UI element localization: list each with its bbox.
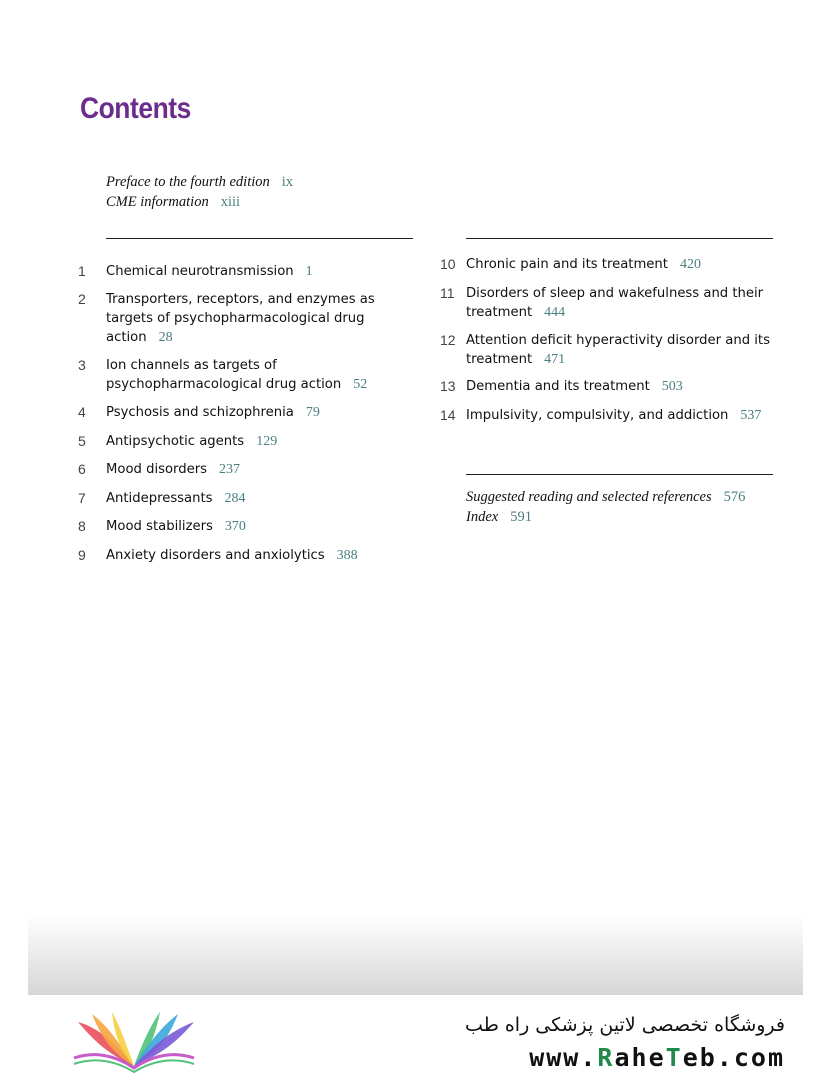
url-part: ahe xyxy=(614,1043,666,1072)
chapter-entry[interactable] xyxy=(78,290,391,347)
chapter-number: 6 xyxy=(78,461,86,477)
chapter-title: Antidepressants 284 xyxy=(106,491,246,506)
back-matter-item[interactable] xyxy=(466,488,745,508)
back-matter-label: Index xyxy=(466,508,499,525)
page-number: 503 xyxy=(661,379,683,394)
page-number: 1 xyxy=(305,264,313,279)
chapter-entry[interactable] xyxy=(78,460,391,479)
page-number: 388 xyxy=(336,548,358,563)
page-number: 28 xyxy=(158,330,173,345)
chapter-number: 9 xyxy=(78,547,86,563)
page-number: 576 xyxy=(723,489,746,505)
page-number: 370 xyxy=(224,519,246,534)
chapter-title: Dementia and its treatment 503 xyxy=(466,379,683,394)
chapter-entry[interactable] xyxy=(78,403,391,422)
url-highlight: R xyxy=(597,1043,615,1072)
url-part: eb.com xyxy=(682,1043,785,1072)
front-matter-item[interactable] xyxy=(106,173,293,193)
chapter-number: 1 xyxy=(78,263,86,279)
chapter-entry[interactable] xyxy=(78,262,391,281)
front-matter-list xyxy=(106,173,293,212)
front-matter-label: Preface to the fourth edition xyxy=(106,174,270,190)
chapter-title: Disorders of sleep and wakefulness and their treatment 444 xyxy=(466,286,764,320)
page-number: 129 xyxy=(256,434,278,449)
page-number: 537 xyxy=(740,408,762,423)
chapter-title: Transporters, receptors, and enzymes as targets of psychopharmacological drug action 28 xyxy=(106,292,375,345)
back-matter-label: Suggested reading and selected references xyxy=(466,489,712,505)
chapter-number: 5 xyxy=(78,433,86,449)
chapter-number: 11 xyxy=(440,285,455,301)
chapter-number: 3 xyxy=(78,357,86,373)
back-matter-rule xyxy=(466,474,773,475)
open-book-logo-icon xyxy=(70,1008,200,1074)
chapter-title: Chronic pain and its treatment 420 xyxy=(466,257,701,272)
chapter-entry[interactable] xyxy=(78,356,391,394)
chapter-title: Chemical neurotransmission 1 xyxy=(106,264,313,279)
chapter-entry[interactable] xyxy=(78,489,391,508)
chapter-entry[interactable] xyxy=(440,377,776,396)
page-number: ix xyxy=(281,174,294,190)
chapter-title: Mood stabilizers 370 xyxy=(106,519,246,534)
page-bottom-shadow xyxy=(28,915,803,995)
chapter-number: 7 xyxy=(78,490,86,506)
chapter-title: Mood disorders 237 xyxy=(106,462,241,477)
back-matter-item[interactable] xyxy=(466,508,745,528)
chapter-number: 8 xyxy=(78,518,86,534)
page-number: xiii xyxy=(220,193,241,210)
chapter-number: 2 xyxy=(78,291,86,307)
page-number: 284 xyxy=(224,491,246,506)
right-column-rule xyxy=(466,238,773,239)
back-matter-list xyxy=(466,488,745,527)
page-number: 79 xyxy=(305,405,320,420)
page-number: 471 xyxy=(544,352,566,367)
chapter-entry[interactable] xyxy=(440,255,776,274)
chapter-title: Ion channels as targets of psychopharmacological drug action 52 xyxy=(106,358,368,392)
chapter-title: Anxiety disorders and anxiolytics 388 xyxy=(106,548,358,563)
site-url[interactable] xyxy=(529,1043,785,1072)
url-part: www. xyxy=(529,1043,598,1072)
chapter-number: 4 xyxy=(78,404,86,420)
page-title: Contents xyxy=(80,92,191,125)
chapter-title: Attention deficit hyperactivity disorder and its treatment 471 xyxy=(466,333,770,367)
chapter-title: Antipsychotic agents 129 xyxy=(106,434,278,449)
page-number: 591 xyxy=(510,508,532,525)
chapter-entry[interactable] xyxy=(78,517,391,536)
page-number: 420 xyxy=(679,257,701,272)
chapter-title: Psychosis and schizophrenia 79 xyxy=(106,405,320,420)
chapter-entry[interactable] xyxy=(440,406,786,425)
chapter-entry[interactable] xyxy=(440,331,776,369)
chapter-number: 14 xyxy=(440,407,456,423)
chapter-entry[interactable] xyxy=(78,546,406,565)
chapter-number: 12 xyxy=(440,332,456,348)
chapter-number: 13 xyxy=(440,378,456,394)
front-matter-label: CME information xyxy=(106,193,209,210)
left-column-rule xyxy=(106,238,413,239)
chapter-entry[interactable] xyxy=(440,284,776,322)
page-number: 444 xyxy=(544,305,566,320)
front-matter-item[interactable] xyxy=(106,193,293,213)
chapter-entry[interactable] xyxy=(78,432,391,451)
page-number: 237 xyxy=(219,462,241,477)
chapter-title: Impulsivity, compulsivity, and addiction 537 xyxy=(466,408,762,423)
shop-name: فروشگاه تخصصی لاتین پزشکی راه طب xyxy=(465,1014,785,1036)
page-number: 52 xyxy=(353,377,368,392)
chapter-number: 10 xyxy=(440,256,456,272)
url-highlight: T xyxy=(665,1043,683,1072)
